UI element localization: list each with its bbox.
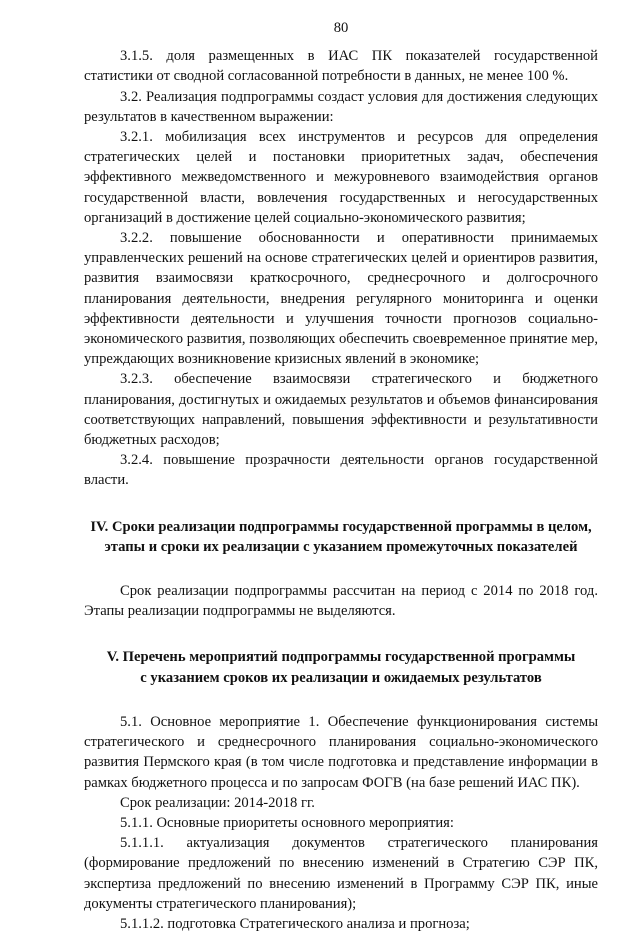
heading-line: V. Перечень мероприятий подпрограммы государственной программы xyxy=(106,649,576,666)
paragraph-term-5-1: Срок реализации: 2014-2018 гг. xyxy=(120,794,315,811)
paragraph-3-2: 3.2. Реализация подпрограммы создаст условия для достижения следующих результатов в качественном выражении: xyxy=(84,88,598,125)
heading-line: с указанием сроков их реализации и ожидаемых результатов xyxy=(140,669,542,686)
paragraph-3-2-2: 3.2.2. повышение обоснованности и оперативности принимаемых управленческих решений на основе стратегических целей и ориентиров развития, развития взаимосвязи краткосрочного, среднесрочного и долгосрочного планирования деятельности, внедрения регулярного мониторинга и оценки эффективности деятельности и улучшения точности прогнозов социально-экономического развития, позволяющих обеспечить своевременное принятие мер, упреждающих возникновение кризисных явлений в экономике; xyxy=(84,230,598,368)
heading-line: IV. Сроки реализации подпрограммы государственной программы в целом, xyxy=(90,518,592,535)
section-heading-v xyxy=(84,647,598,687)
paragraph-3-2-1: 3.2.1. мобилизация всех инструментов и ресурсов для определения стратегических целей и постановки приоритетных задач, обеспечения эффективного межведомственного и межуровневого взаимодействия органов государственной власти, вовлечения государственных и негосударственных организаций в достижение целей социально-экономического развития; xyxy=(84,129,598,226)
page-number: 80 xyxy=(333,20,349,36)
paragraph-3-2-3: 3.2.3. обеспечение взаимосвязи стратегического и бюджетного планирования, достигнутых и ожидаемых результатов и объемов финансирования соответствующих направлений, повышения эффективности и результативности бюджетных расходов; xyxy=(84,371,598,449)
paragraph-term: Срок реализации подпрограммы рассчитан на период с 2014 по 2018 год. Этапы реализации подпрограммы не выделяются. xyxy=(84,583,598,620)
paragraph-5-1-1-2: 5.1.1.2. подготовка Стратегического анализа и прогноза; xyxy=(120,915,470,932)
paragraph-5-1: 5.1. Основное мероприятие 1. Обеспечение функционирования системы стратегического и среднесрочного планирования социально-экономического развития Пермского края (в том числе подготовка и представление информации в рамках бюджетного процесса и по запросам ФОГВ (на базе решений ИАС ПК). xyxy=(84,713,598,791)
paragraph-5-1-1-1: 5.1.1.1. актуализация документов стратегического планирования (формирование предложений по внесению изменений в Стратегию СЭР ПК, экспертиза предложений по внесению изменений в Программу СЭР ПК, иные документы стратегического планирования); xyxy=(84,835,598,912)
paragraph-3-1-5: 3.1.5. доля размещенных в ИАС ПК показателей государственной статистики от сводной согласованной потребности в данных, не менее 100 %. xyxy=(84,48,598,85)
paragraph-3-2-4: 3.2.4. повышение прозрачности деятельности органов государственной власти. xyxy=(84,452,598,489)
paragraph-5-1-1: 5.1.1. Основные приоритеты основного мероприятия: xyxy=(120,814,454,831)
heading-line: этапы и сроки их реализации с указанием промежуточных показателей xyxy=(104,538,578,555)
section-heading-iv xyxy=(84,517,598,557)
